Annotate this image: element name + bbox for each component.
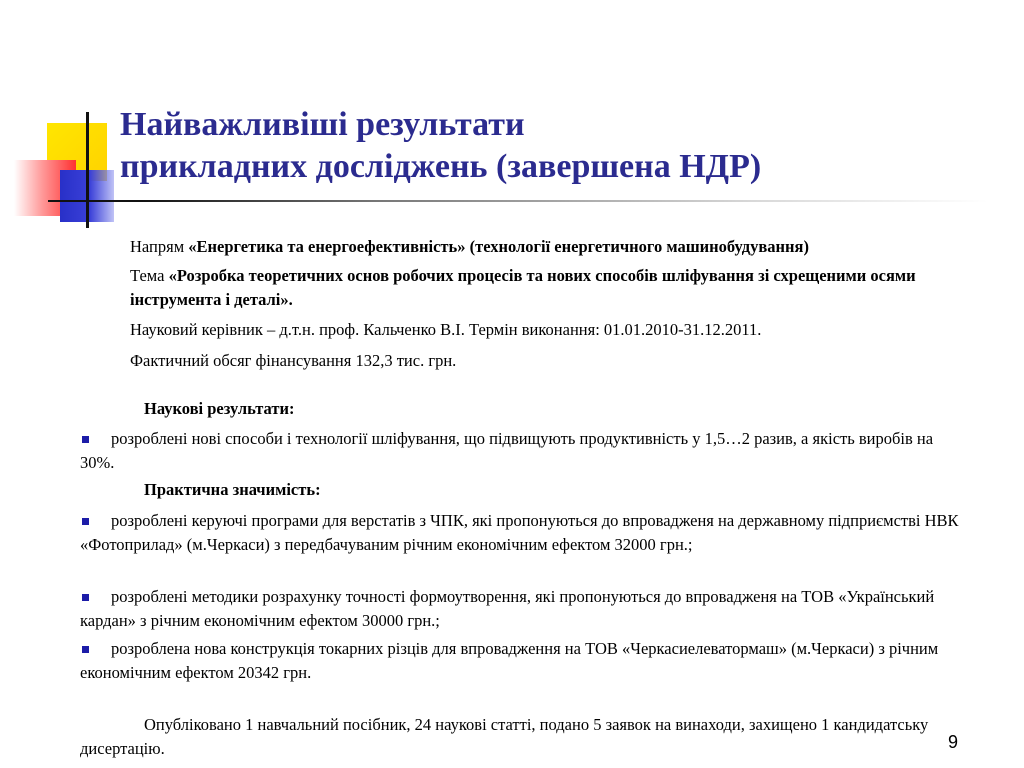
- list-item-text: розроблені керуючі програми для верстатів з ЧПК, які пропонуються до впровадженя на державному підприємстві НВК «Фотоприлад» (м.Черкаси) з передбачуваним річним економічним ефектом 32000 грн.;: [80, 511, 959, 554]
- topic-value: «Розробка теоретичних основ робочих процесів та нових способів шліфування зі схрещеними осями інструмента і деталі».: [130, 266, 916, 309]
- slide-title: [120, 104, 761, 188]
- list-item: [80, 637, 964, 685]
- square-bullet-icon: [82, 646, 89, 653]
- scientific-results-heading: Наукові результати:: [144, 399, 295, 418]
- list-item: [80, 427, 964, 475]
- square-bullet-icon: [82, 594, 89, 601]
- practical-significance-heading: Практична значимість:: [144, 480, 321, 499]
- direction-value: «Енергетика та енергоефективність» (технології енергетичного машинобудування): [188, 237, 809, 256]
- topic-prefix: Тема: [130, 266, 169, 285]
- list-item-text: розроблені методики розрахунку точності формоутворення, які пропонуються до впровадженя на ТОВ «Український кардан» з річним економічним ефектом 30000 грн.;: [80, 587, 935, 630]
- decor-vertical-line: [86, 112, 89, 228]
- list-item-text: розроблена нова конструкція токарних різців для впровадження на ТОВ «Черкасиелеватормаш» (м.Черкаси) з річним економічним ефектом 20342 грн.: [80, 639, 939, 682]
- supervisor-line: Науковий керівник – д.т.н. проф. Кальченко В.І. Термін виконання: 01.01.2010-31.12.2011.: [130, 320, 762, 339]
- topic-line: [130, 264, 960, 312]
- square-bullet-icon: [82, 518, 89, 525]
- list-item: [80, 585, 964, 633]
- list-item: [80, 509, 964, 557]
- slide-title-line-2: прикладних досліджень (завершена НДР): [120, 148, 762, 185]
- direction-prefix: Напрям: [130, 237, 189, 256]
- square-bullet-icon: [82, 436, 89, 443]
- page-number: 9: [948, 732, 959, 752]
- funding-line: Фактичний обсяг фінансування 132,3 тис. грн.: [130, 351, 457, 370]
- list-item-text: розроблені нові способи і технології шліфування, що підвищують продуктивність у 1,5…2 разив, а якість виробів на 30%.: [80, 429, 934, 472]
- decor-horizontal-rule: [48, 200, 988, 202]
- slide-title-line-1: Найважливіші результати: [120, 106, 525, 143]
- direction-line: [130, 235, 960, 259]
- publications-summary: Опубліковано 1 навчальний посібник, 24 наукові статті, подано 5 заявок на винаходи, захищено 1 кандидатську дисертацію.: [80, 715, 929, 758]
